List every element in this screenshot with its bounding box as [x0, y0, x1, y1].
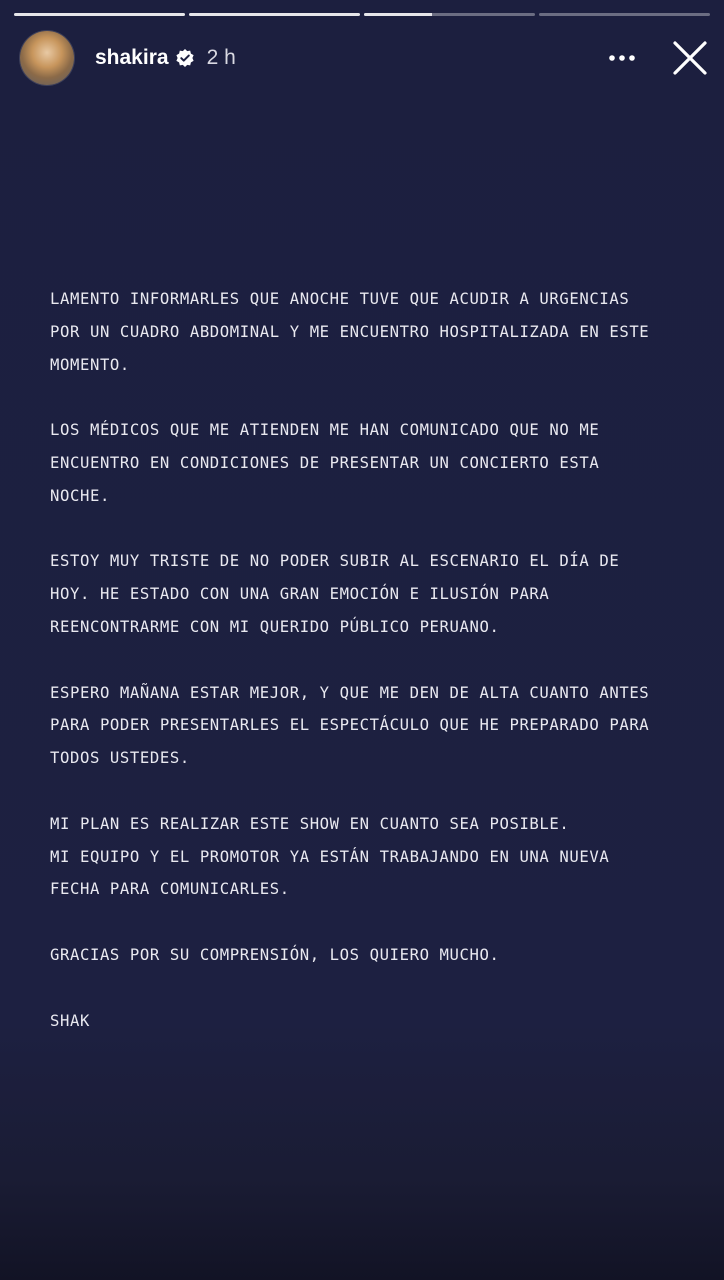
- close-button[interactable]: [670, 38, 710, 78]
- verified-badge-icon: [175, 48, 195, 68]
- message-paragraph: MI PLAN ES REALIZAR ESTE SHOW EN CUANTO SEA POSIBLE. MI EQUIPO Y EL PROMOTOR YA ESTÁN TRABAJANDO EN UNA NUEVA FECHA PARA COMUNICARLES.: [50, 814, 610, 899]
- progress-segment-fill: [14, 13, 185, 16]
- progress-segment-fill: [189, 13, 360, 16]
- message-paragraph: LOS MÉDICOS QUE ME ATIENDEN ME HAN COMUNICADO QUE NO ME ENCUENTRO EN CONDICIONES DE PRESENTAR UN CONCIERTO ESTA NOCHE.: [50, 421, 600, 505]
- username[interactable]: shakira: [95, 46, 169, 69]
- progress-segment: [14, 13, 185, 16]
- progress-segment: [539, 13, 710, 16]
- progress-segment: [364, 13, 535, 16]
- more-options-icon: [608, 54, 636, 62]
- story-header: [20, 30, 710, 86]
- message-paragraph: ESPERO MAÑANA ESTAR MEJOR, Y QUE ME DEN DE ALTA CUANTO ANTES PARA PODER PRESENTARLES EL ESPECTÁCULO QUE HE PREPARADO PARA TODOS USTEDES.: [50, 683, 650, 768]
- post-time: 2 h: [206, 46, 236, 69]
- story-message: [50, 283, 700, 1070]
- message-paragraph: GRACIAS POR SU COMPRENSIÓN, LOS QUIERO MUCHO.: [50, 945, 500, 964]
- message-paragraph: ESTOY MUY TRISTE DE NO PODER SUBIR AL ESCENARIO EL DÍA DE HOY. HE ESTADO CON UNA GRAN EMOCIÓN E ILUSIÓN PARA REENCONTRARME CON MI QUERIDO PÚBLICO PERUANO.: [50, 552, 620, 636]
- progress-segment: [189, 13, 360, 16]
- story-progress-bar: [14, 13, 710, 16]
- avatar[interactable]: [20, 31, 74, 85]
- progress-segment-fill: [364, 13, 432, 16]
- message-paragraph: LAMENTO INFORMARLES QUE ANOCHE TUVE QUE ACUDIR A URGENCIAS POR UN CUADRO ABDOMINAL Y ME ENCUENTRO HOSPITALIZADA EN ESTE MOMENTO.: [50, 290, 650, 374]
- close-icon: [672, 40, 708, 76]
- more-options-button[interactable]: [604, 40, 640, 76]
- message-signature: SHAK: [50, 1011, 90, 1030]
